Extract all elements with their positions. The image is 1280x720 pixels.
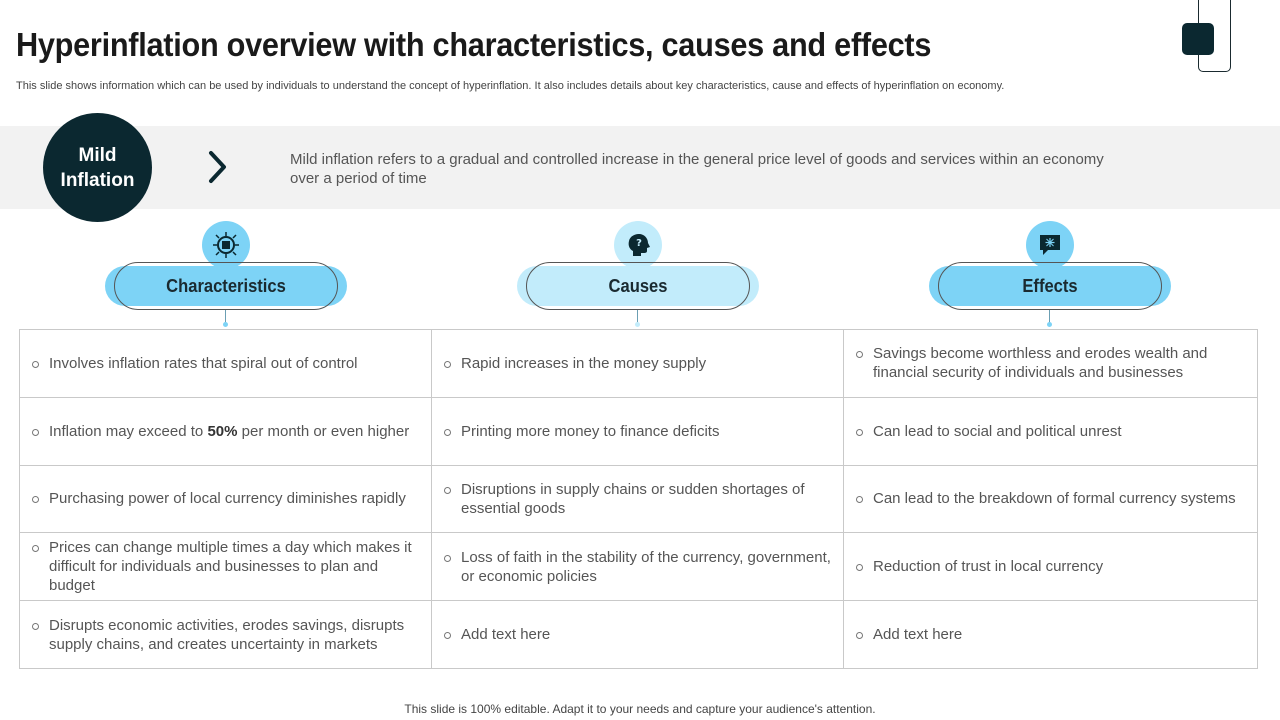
cell-text: Prices can change multiple times a day which makes it difficult for individuals and businesses to plan and budget [49, 539, 412, 595]
connector-dot [635, 322, 640, 327]
cell-text [49, 422, 421, 441]
connector-dot [223, 322, 228, 327]
bullet-icon [444, 632, 451, 639]
page-title: Hyperinflation overview with characteristics, causes and effects [16, 26, 932, 63]
cause-cell [432, 601, 844, 669]
banner-description: Mild inflation refers to a gradual and controlled increase in the general price level of goods and services within an economy over a period of time [290, 151, 1104, 187]
badge-label: Mild Inflation [60, 144, 135, 191]
bullet-icon [856, 496, 863, 503]
cell-text: Add text here [461, 626, 551, 644]
mild-inflation-badge [43, 113, 152, 222]
effect-cell [844, 533, 1258, 601]
text-segment: Inflation may exceed to [49, 422, 208, 440]
cause-cell [432, 330, 844, 398]
footer-note: This slide is 100% editable. Adapt it to your needs and capture your audience's attention. [404, 702, 876, 716]
bullet-icon [32, 429, 39, 436]
cause-cell [432, 533, 844, 601]
cell-text: Purchasing power of local currency diminishes rapidly [49, 490, 406, 508]
cell-text: Disruptions in supply chains or sudden shortages of essential goods [461, 480, 805, 517]
characteristic-cell [20, 465, 432, 533]
page-subtitle: This slide shows information which can be used by individuals to understand the concept of hyperinflation. It also includes details about key characteristics, cause and effects of hyperinflation on economy. [16, 80, 1005, 92]
characteristic-cell [20, 397, 432, 465]
highlight-value: 50% [207, 422, 238, 440]
table-row [20, 601, 1258, 669]
svg-text:?: ? [636, 238, 642, 249]
table-row [20, 533, 1258, 601]
table-row [20, 465, 1258, 533]
causes-label: Causes [608, 275, 668, 296]
cell-text: Rapid increases in the money supply [461, 354, 707, 372]
cell-text: Add text here [873, 626, 963, 644]
cell-text: Can lead to the breakdown of formal currency systems [873, 490, 1236, 508]
cell-text: Involves inflation rates that spiral out of control [49, 354, 358, 372]
bullet-icon [856, 429, 863, 436]
cell-text: Reduction of trust in local currency [873, 558, 1104, 576]
characteristics-label: Characteristics [166, 275, 286, 296]
corner-square-decoration [1182, 23, 1214, 55]
characteristic-cell [20, 601, 432, 669]
cell-text: Disrupts economic activities, erodes savings, disrupts supply chains, and creates uncertainty in markets [49, 616, 405, 653]
effect-cell [844, 397, 1258, 465]
chevron-right-icon [202, 149, 232, 185]
bullet-icon [444, 487, 451, 494]
effects-label: Effects [1022, 275, 1078, 296]
column-header-effects [929, 220, 1171, 330]
effect-cell [844, 330, 1258, 398]
effect-cell [844, 601, 1258, 669]
text-segment: per month or even higher [237, 422, 410, 440]
bullet-icon [444, 429, 451, 436]
column-header-causes [517, 220, 759, 330]
bullet-icon [32, 545, 39, 552]
bullet-icon [32, 361, 39, 368]
column-header-characteristics [105, 220, 347, 330]
bullet-icon [856, 564, 863, 571]
bullet-icon [856, 632, 863, 639]
table-row [20, 330, 1258, 398]
bullet-icon [32, 496, 39, 503]
characteristic-cell [20, 533, 432, 601]
cause-cell [432, 465, 844, 533]
table-row [20, 397, 1258, 465]
effect-cell [844, 465, 1258, 533]
bullet-icon [444, 361, 451, 368]
details-table [19, 329, 1258, 669]
cell-text: Savings become worthless and erodes wealth and financial security of individuals and businesses [873, 345, 1208, 382]
bullet-icon [856, 351, 863, 358]
connector-dot [1047, 322, 1052, 327]
cell-text: Loss of faith in the stability of the currency, government, or economic policies [461, 548, 831, 585]
cell-text: Can lead to social and political unrest [873, 422, 1122, 440]
cause-cell [432, 397, 844, 465]
cell-text: Printing more money to finance deficits [461, 422, 720, 440]
bullet-icon [444, 555, 451, 562]
characteristic-cell [20, 330, 432, 398]
bullet-icon [32, 623, 39, 630]
